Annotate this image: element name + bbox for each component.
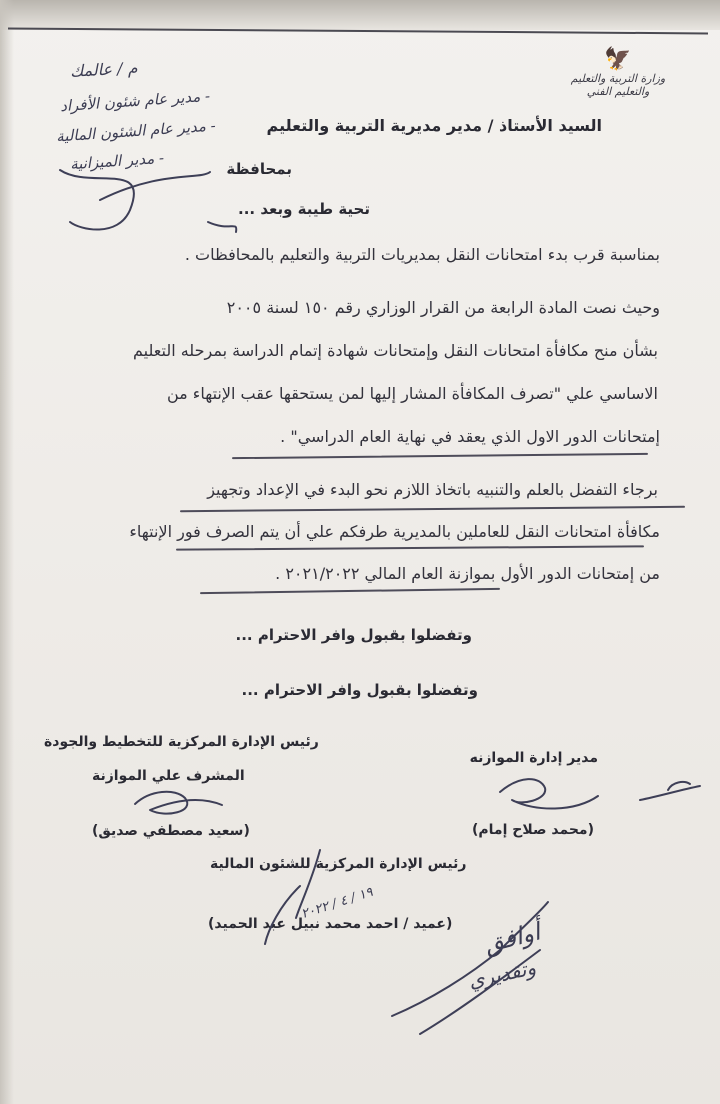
paper-fold-left — [0, 0, 14, 1104]
signatory-right-name: (محمد صلاح إمام) — [471, 822, 594, 838]
paragraph-2-line3: الاساسي علي "تصرف المكافأة المشار إليها لمن يستحقها عقب الإنتهاء من — [166, 384, 658, 403]
paragraph-2-line2: بشأن منح مكافأة امتحانات النقل وإمتحانات شهادة إتمام الدراسة بمرحله التعليم — [133, 341, 658, 360]
paper-fold-top — [0, 0, 720, 30]
handwritten-note-line4: - مدير الميزانية — [69, 148, 165, 174]
highlight-underline-4 — [200, 588, 500, 594]
signatory-left-subtitle: المشرف علي الموازنة — [92, 768, 245, 784]
handwritten-approval-line2: وتقديري — [466, 955, 538, 993]
handwritten-approval-line1: أوافق — [481, 917, 543, 959]
paragraph-2-line4: إمتحانات الدور الاول الذي يعقد في نهاية العام الدراسي" . — [280, 427, 660, 446]
signatory-left-title: رئيس الإدارة المركزية للتخطيط والجودة — [44, 734, 319, 750]
signature-left — [135, 792, 222, 814]
closing-line-1: وتفضلوا بقبول وافر الاحترام ... — [235, 626, 472, 644]
handwritten-note-line3: - مدير عام الشئون المالية — [55, 116, 217, 146]
governorate-line: بمحافظة — [226, 160, 292, 178]
signatory-right-title: مدير إدارة الموازنه — [469, 750, 598, 766]
highlight-underline-3 — [176, 545, 644, 550]
paragraph-2-line1: وحيث نصت المادة الرابعة من القرار الوزاري رقم ١٥٠ لسنة ٢٠٠٥ — [226, 298, 660, 317]
eagle-emblem-icon: 🦅 — [604, 47, 632, 72]
paragraph-1: بمناسبة قرب بدء امتحانات النقل بمديريات التربية والتعليم بالمحافظات . — [184, 245, 660, 264]
closing-line-2: وتفضلوا بقبول وافر الاحترام ... — [241, 681, 478, 699]
handwritten-scribble-top-left — [60, 170, 210, 230]
seal-text-line2: والتعليم الفني — [586, 85, 650, 98]
paragraph-3-line1: برجاء التفضل بالعلم والتنبيه باتخاذ اللازم نحو البدء في الإعداد وتجهيز — [207, 480, 658, 499]
signatory-center-title: رئيس الإدارة المركزية للشئون المالية — [210, 856, 467, 872]
addressee-line: السيد الأستاذ / مدير مديرية التربية والتعليم — [266, 116, 602, 135]
handwritten-date: ١٩ / ٤ / ٢٠٢٢ — [299, 884, 375, 923]
signatory-center-name: (عميد / احمد محمد نبيل عبد الحميد) — [208, 916, 453, 932]
handwritten-note-line1: م / عالمك — [69, 58, 138, 81]
highlight-underline-1 — [232, 453, 648, 459]
highlight-underline-2 — [180, 506, 685, 512]
handwritten-note-line2: - مدير عام شئون الأفراد — [59, 86, 211, 116]
signatory-left-name: (سعيد مصطفي صديق) — [92, 823, 250, 839]
greeting-line: تحية طيبة وبعد ... — [238, 200, 370, 218]
seal-text-line1: وزارة التربية والتعليم — [570, 72, 666, 85]
signature-right — [500, 779, 598, 808]
paragraph-3-line3: من إمتحانات الدور الأول بموازنة العام المالي ٢٠٢١/٢٠٢٢ . — [275, 564, 660, 583]
paragraph-3-line2: مكافأة امتحانات النقل للعاملين بالمديرية طرفكم علي أن يتم الصرف فور الإنتهاء — [129, 522, 660, 541]
margin-mark-right — [640, 782, 700, 800]
ministry-seal — [548, 48, 688, 118]
